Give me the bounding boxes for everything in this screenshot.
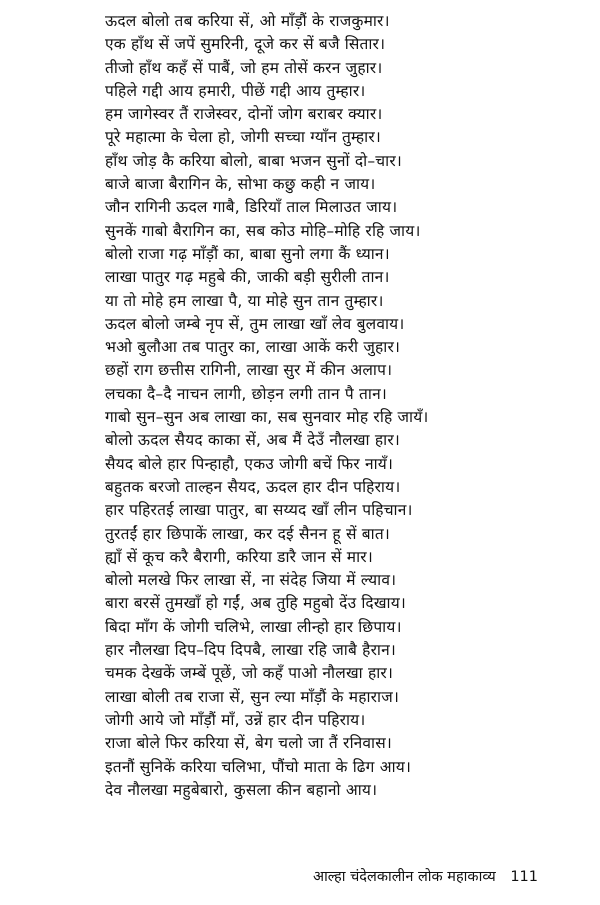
verse-line: तीजो हॉंथ कहँ सें पाबैं, जो हम तोसें करन जुहार। [105, 58, 383, 77]
verse-line: चमक देखकें जम्बें पूछें, जो कहँ पाओ नौलखा हार। [105, 664, 394, 683]
verse-line: बिदा मॉंग कें जोगी चलिभे, लाखा लीन्हो हार छिपाय। [105, 617, 402, 636]
verse-line: बाजे बाजा बैरागिन के, सोभा कछु कही न जाय। [105, 175, 376, 194]
verse-line: ह्यॉं सें कूच करै बैरागी, करिया डारै जान सें मार। [105, 547, 373, 566]
page-number: 111 [510, 869, 538, 885]
verse-line: पहिले गद्दी आय हमारी, पीछें गद्दी आय तुम्हार। [105, 81, 366, 100]
verse-line: ऊदल बोलो तब करिया सें, ओ मॉंड़ौं के राजकुमार। [105, 12, 390, 30]
verse-line: या तो मोहे हम लाखा पै, या मोहे सुन तान तुम्हार। [105, 291, 384, 310]
verse-block [105, 10, 595, 802]
verse-line: बोलो मलखे फिर लाखा सें, ना संदेह जिया में ल्याव। [105, 571, 397, 590]
verse-line: ऊदल बोलो जम्बे नृप सें, तुम लाखा खॉं लेव बुलवाय। [105, 314, 405, 333]
verse-line: जोगी आये जो मॉंड़ौं मॉं, उन्नें हार दीन पहिराय। [105, 710, 366, 729]
verse-line: बहुतक बरजो ताल्हन सैयद, ऊदल हार दीन पहिराय। [105, 477, 401, 496]
verse-line: एक हॉंथ सें जपें सुमरिनी, दूजे कर सें बजै सितार। [105, 35, 386, 54]
verse-line: राजा बोले फिर करिया सें, बेग चलो जा तैं रनिवास। [105, 734, 392, 753]
verse-line: बोलो ऊदल सैयद काका सें, अब मैं देउँ नौलखा हार। [105, 431, 400, 450]
verse-line: लाखा बोली तब राजा सें, सुन ल्या मॉंड़ौं के महाराज। [105, 687, 400, 706]
page-footer [313, 866, 538, 886]
verse-line: भओ बुलौआ तब पातुर का, लाखा आकें करी जुहार। [105, 338, 401, 357]
verse-line: सुनकें गाबो बैरागिन का, सब कोउ मोहि–मोहि रहि जाय। [105, 221, 421, 240]
footer-book-title: आल्हा चंदेलकालीन लोक महाकाव्य [312, 869, 496, 885]
verse-line: सैयद बोले हार पिन्हाहौ, एकउ जोगी बचें फिर नायँ। [105, 454, 394, 473]
verse-line: बारा बरसें तुमखॉं हो गईं, अब तुहि महुबो देंउ दिखाय। [105, 594, 407, 613]
verse-line: बोलो राजा गढ़ मॉंड़ौं का, बाबा सुनो लगा कैं ध्यान। [105, 244, 390, 263]
verse-line: पूरे महात्मा के चेला हो, जोगी सच्चा ग्यॉंन तुम्हार। [105, 128, 381, 147]
verse-line: गाबो सुन–सुन अब लाखा का, सब सुनवार मोह रहि जायँ। [105, 408, 429, 427]
verse-line: हार नौलखा दिप–दिप दिपबै, लाखा रहि जाबै हैरान। [105, 641, 396, 660]
verse-line: देव नौलखा महुबेबारो, कुसला कीन बहानो आय। [105, 780, 378, 799]
verse-line: हार पहिरतई लाखा पातुर, बा सय्यद खॉं लीन पहिचान। [105, 501, 413, 520]
verse-line: तुरतईं हार छिपाकें लाखा, कर दई सैनन हू सें बात। [105, 524, 390, 543]
verse-line: छहों राग छत्तीस रागिनी, लाखा सुर में कीन अलाप। [105, 361, 393, 380]
verse-line: जौन रागिनी ऊदल गाबै, डिरियॉं ताल मिलाउत जाय। [105, 198, 398, 217]
verse-line: इतनौं सुनिकें करिया चलिभा, पौंचो माता के ढिग आय। [105, 757, 412, 776]
verse-line: लाखा पातुर गढ़ महुबे की, जाकी बड़ी सुरीली तान। [105, 268, 390, 287]
verse-line: लचका दै–दै नाचन लागी, छोड़न लगी तान पै तान। [105, 384, 387, 403]
verse-line: हम जागेस्वर तैं राजेस्वर, दोनों जोग बराबर क्यार। [105, 105, 383, 124]
verse-line: हॉंथ जोड़ कै करिया बोलो, बाबा भजन सुनों दो–चार। [105, 151, 402, 170]
